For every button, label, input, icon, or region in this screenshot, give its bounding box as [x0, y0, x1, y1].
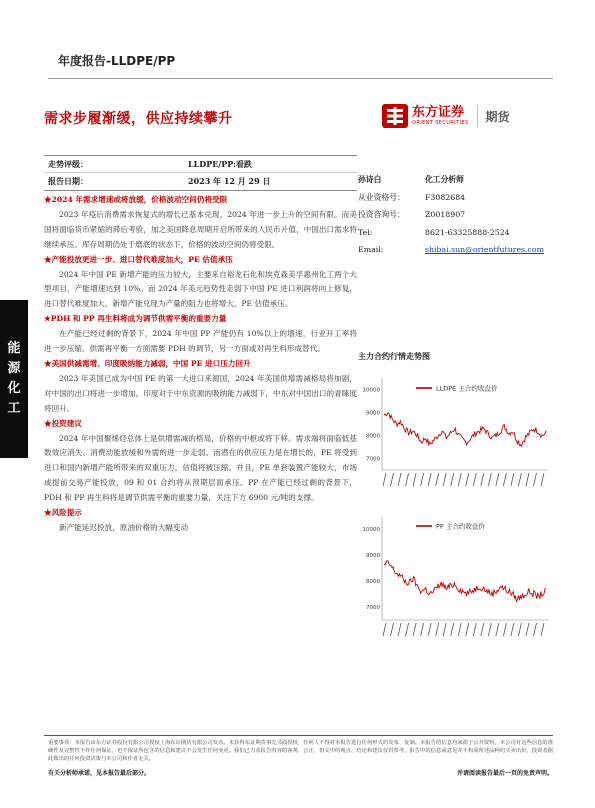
disclaimer-text: 重要事项：本报告由东方证券股份有限公司授权上海东证期货有限公司发布。未获得东证期货事先书面授权，任何人不得对本报告进行任何形式的发布、复制。本报告的信息均来源于公开资料，本公司对这些信息的准确性及完整性不作任何保证，也不保证所包含的信息和建议不会发生任何变更。我们已力求报告内容的客观、公正，但文中的观点、结论和建议仅供参考，报告中的信息或意见并不构成所述品种的买卖出价，投资者据此做出的任何投资决策与本公司和作者无关。	[48, 740, 553, 762]
category-label: 能 源 化 工	[7, 341, 21, 416]
section-heading: ★2024 年需求增速或将放缓，价格波动空间仍将受限	[44, 195, 228, 204]
category-side-tab	[0, 300, 28, 458]
x-tick-mark	[511, 623, 514, 636]
x-tick-mark	[398, 623, 401, 636]
x-tick-mark	[413, 623, 416, 636]
analyst-field-value: 8621-63325888-2524	[425, 227, 510, 237]
x-tick-mark	[436, 623, 439, 636]
x-tick-mark	[473, 473, 476, 486]
x-tick-mark	[488, 623, 491, 636]
section-heading: ★投资建议	[44, 418, 82, 428]
legend-label: PP 主合约收盘价	[436, 522, 485, 531]
x-tick-mark	[533, 473, 536, 486]
y-tick-label: 9000	[366, 553, 380, 559]
logo-icon	[382, 104, 408, 128]
report-summary	[44, 193, 357, 536]
section	[44, 506, 357, 536]
footer-divider	[44, 735, 553, 736]
y-tick-label: 7000	[366, 456, 380, 463]
x-tick-mark	[383, 473, 386, 486]
x-tick-mark	[518, 473, 521, 486]
x-tick-mark	[458, 623, 461, 636]
meta-bottom-rule	[44, 190, 357, 191]
analyst-field-value: F3082684	[425, 192, 466, 202]
x-tick-mark	[436, 473, 439, 486]
x-tick-mark	[526, 623, 529, 636]
charts-title: 主力合约行情走势图	[358, 351, 430, 361]
section-text: 新产能延迟投放，原油价格的大幅变动	[59, 522, 189, 532]
section	[44, 417, 357, 506]
x-tick-mark	[443, 473, 446, 486]
pp-chart	[358, 506, 554, 646]
x-tick-mark	[391, 473, 394, 486]
footer-right: 并请阅读报告最后一页的免责声明。	[456, 770, 553, 777]
x-tick-mark	[496, 623, 499, 636]
x-tick-mark	[481, 473, 484, 486]
section-text: 2024 年中国 PE 新增产能的压力较大，主要来自裕龙石化和埃克森美孚惠州化工两个大型项目，产能增速达到 10%。而 2024 年美元趋势性走弱下中国 PE 进口利润将向上修复，进口替代难度加大，新增产能兑现为产量的阻力也将增大，PE 估值承压。	[44, 269, 357, 309]
analyst-info	[358, 171, 554, 259]
section	[44, 312, 357, 357]
x-tick-mark	[398, 473, 401, 486]
analyst-name: 孙诗白	[358, 175, 382, 185]
lldpe-chart	[358, 368, 554, 496]
x-tick-mark	[511, 473, 514, 486]
logo-division: 期货	[485, 109, 510, 124]
legend-label: LLDPE 主合约收盘价	[436, 384, 498, 393]
price-series-line	[384, 413, 546, 446]
x-tick-mark	[451, 473, 454, 486]
section-text: 在产能已经过剩的背景下，2024 年中国 PP 产能仍有 10%以上的增速，行业开工率将进一步压缩。供需再平衡一方面需要 PDH 的调节，另一方面或对再生料形成替代。	[44, 329, 357, 354]
x-tick-mark	[541, 623, 544, 636]
x-tick-mark	[473, 623, 476, 636]
analyst-title: 化工分析师	[425, 175, 464, 185]
x-tick-mark	[481, 623, 484, 636]
x-tick-mark	[503, 473, 506, 486]
x-tick-mark	[518, 623, 521, 636]
analyst-field-label: Email:	[358, 245, 384, 255]
section-heading: ★PDH 和 PP 再生料将成为调节供需平衡的重要力量	[44, 314, 227, 324]
y-tick-label: 10000	[362, 527, 380, 533]
section	[44, 357, 357, 417]
x-tick-mark	[526, 473, 529, 486]
y-tick-label: 9000	[366, 410, 380, 417]
logo-separator	[477, 105, 478, 127]
x-tick-mark	[503, 623, 506, 636]
x-tick-mark	[428, 473, 431, 486]
report-type-title: 年度报告-LLDPE/PP	[58, 54, 176, 68]
section	[44, 193, 357, 253]
page-footer	[48, 768, 553, 777]
logo-name-en: ORIENT SECURITIES	[412, 120, 469, 126]
date-value: 2023 年 12 月 29 日	[188, 176, 271, 186]
x-tick-mark	[541, 473, 544, 486]
analyst-field-value: Z0018907	[425, 210, 466, 220]
x-tick-mark	[406, 623, 409, 636]
x-tick-mark	[466, 623, 469, 636]
x-tick-mark	[451, 623, 454, 636]
section-text: 2023 年疫后消费需求恢复式的增长已基本兑现，2024 年进一步上升的空间有限。而美国将面临货币紧缩的滞后考验，加之美国降息周期开启所带来的人民币升值，中国出口需求将继续承压。库存周期仍处于磨底的状态下，价格的波动空间仍将受限。	[44, 209, 357, 249]
x-tick-mark	[428, 623, 431, 636]
footer-left: 有关分析师承诺，见本报告最后部分。	[48, 770, 151, 777]
company-logo	[382, 101, 553, 131]
x-tick-mark	[406, 473, 409, 486]
x-tick-mark	[391, 623, 394, 636]
x-tick-mark	[466, 473, 469, 486]
x-tick-mark	[413, 473, 416, 486]
analyst-field-label: Tel:	[358, 227, 373, 237]
y-tick-label: 10000	[362, 387, 380, 394]
x-tick-mark	[458, 473, 461, 486]
analyst-field-label: 投资咨询号：	[358, 210, 405, 220]
rating-value: LLDPE/PP:看跌	[188, 159, 252, 169]
date-label: 报告日期：	[48, 176, 88, 186]
section-heading: ★产能投放更进一步、进口替代难度加大，PE 估值承压	[44, 254, 233, 264]
x-tick-mark	[421, 623, 424, 636]
section-heading: ★风险提示	[44, 508, 82, 518]
x-tick-mark	[383, 623, 386, 636]
x-tick-mark	[488, 473, 491, 486]
section-heading: ★美国供减需增、印度吸纳能力减弱，中国 PE 进口压力回升	[44, 358, 251, 368]
analyst-email-link[interactable]: shibai.sun@orientfutures.com	[425, 245, 544, 255]
section-text: 2024 年中国聚烯烃总体上是供增需减的格局，价格的中枢或将下移。需求端将面临低基数效应消失、消费动能放缓和外需的进一步走弱。而潜在的供应压力是在增长的，PE 将受到进口和国内新增产能所带来的双重压力，估值将被压缩。并且，PE 单套装置产能较大，市场或提前交易产能投放，09 和 01 合约将从预期层面承压。PP 在产能已经过剩的背景下，PDH 和 PP 再生料将是调节供需平衡的重要力量，关注下方 6900 元/吨的支撑。	[44, 433, 357, 503]
section	[44, 253, 357, 313]
y-tick-label: 8000	[366, 579, 380, 585]
logo-name-cn: 东方证券	[412, 105, 465, 120]
page-title: 需求步履渐缓，供应持续攀升	[44, 111, 233, 127]
analyst-field-label: 从业资格号：	[358, 192, 405, 202]
header-divider	[48, 78, 553, 79]
x-tick-mark	[443, 623, 446, 636]
y-tick-label: 7000	[366, 605, 380, 611]
x-tick-mark	[496, 473, 499, 486]
section-text: 2023 年美国已成为中国 PE 的第一大进口来源国，2024 年美国供增需减格局将加剧，对中国的出口将进一步增加。印度对于中东资源的吸纳能力减弱下，中东对中国出口的青睐度将回升。	[44, 373, 357, 413]
meta-top-rule	[44, 155, 357, 156]
meta-mid-rule	[44, 172, 357, 173]
rating-label: 走势评级：	[48, 159, 88, 169]
y-tick-label: 8000	[366, 433, 380, 440]
price-series-line	[384, 561, 546, 602]
x-tick-mark	[421, 473, 424, 486]
x-tick-mark	[533, 623, 536, 636]
